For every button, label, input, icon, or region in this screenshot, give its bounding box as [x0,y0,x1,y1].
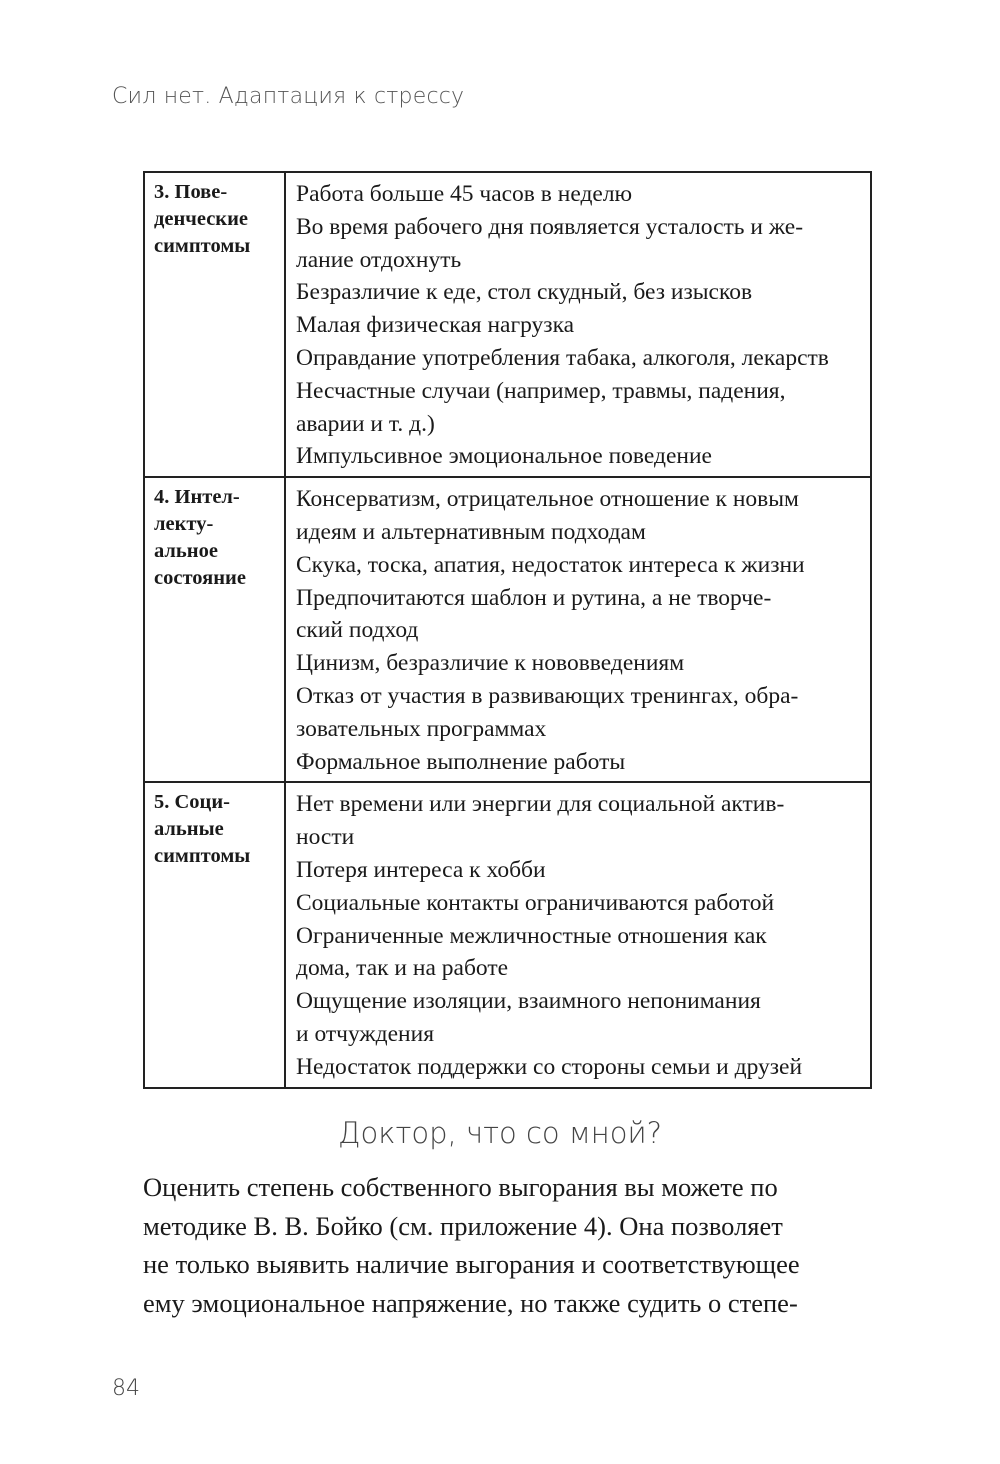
section-heading: Доктор, что со мной? [338,1116,662,1150]
category-line: 3. Пове- [154,181,228,203]
item-line: Во время рабочего дня появляется усталость и же- [296,213,804,240]
item-line: Социальные контакты ограничиваются работой [296,889,775,916]
items-cell [285,782,871,1087]
item-line: ский подход [296,617,419,644]
category-line: состояние [154,567,246,590]
items-cell [285,172,871,477]
category-line: лекту- [154,513,214,536]
category-line: альное [154,540,218,563]
category-cell [144,172,285,477]
item-line: аварии и т. д.) [296,410,435,437]
category-cell [144,782,285,1087]
item-line: Ограниченные межличностные отношения как [296,922,767,949]
item-line: Недостаток поддержки со стороны семьи и друзей [296,1053,803,1080]
item-line: зовательных программах [296,715,547,742]
item-line: Безразличие к еде, стол скудный, без изысков [296,279,753,306]
item-line: Отказ от участия в развивающих тренингах, обра- [296,682,799,709]
items-cell [285,477,871,782]
item-line: Потеря интереса к хобби [296,856,546,883]
item-line: Малая физическая нагрузка [296,312,575,339]
item-line: Консерватизм, отрицательное отношение к новым [296,486,799,513]
item-line: Импульсивное эмоциональное поведение [296,443,712,470]
category-line: альные [154,818,224,841]
item-line: идеям и альтернативным подходам [296,518,646,545]
item-line: Формальное выполнение работы [296,748,626,775]
item-line: Оправдание употребления табака, алкоголя, лекарств [296,344,829,371]
paragraph-line: не только выявить наличие выгорания и соответствующее [143,1249,800,1279]
running-title: Сил нет. Адаптация к стрессу [112,84,465,109]
category-line: симптомы [154,845,251,868]
item-line: Скука, тоска, апатия, недостаток интереса к жизни [296,551,805,578]
category-line: 4. Интел- [154,486,240,509]
table-row [144,172,871,477]
body-paragraph [143,1168,873,1322]
paragraph-line: ему эмоциональное напряжение, но также судить о степе- [143,1287,798,1318]
item-line: лание отдохнуть [296,246,462,273]
item-line: дома, так и на работе [296,955,509,982]
item-line: Нет времени или энергии для социальной актив- [296,791,785,818]
item-line: Предпочитаются шаблон и рутина, а не творче- [296,584,772,611]
category-line: симптомы [154,235,251,257]
symptoms-table [143,171,872,1089]
item-line: Работа больше 45 часов в неделю [296,181,633,207]
category-line: денческие [154,208,249,230]
category-cell [144,477,285,782]
item-line: ности [296,824,355,851]
item-line: Цинизм, безразличие к нововведениям [296,650,685,677]
paragraph-line: Оценить степень собственного выгорания вы можете по [143,1172,778,1202]
item-line: Ощущение изоляции, взаимного непонимания [296,988,761,1015]
paragraph-line: методике В. В. Бойко (см. приложение 4). Она позволяет [143,1210,783,1241]
table-row [144,477,871,782]
table-row [144,782,871,1087]
item-line: Несчастные случаи (например, травмы, падения, [296,377,786,404]
category-line: 5. Соци- [154,791,231,814]
item-line: и отчуждения [296,1020,435,1047]
page-number: 84 [112,1376,140,1401]
